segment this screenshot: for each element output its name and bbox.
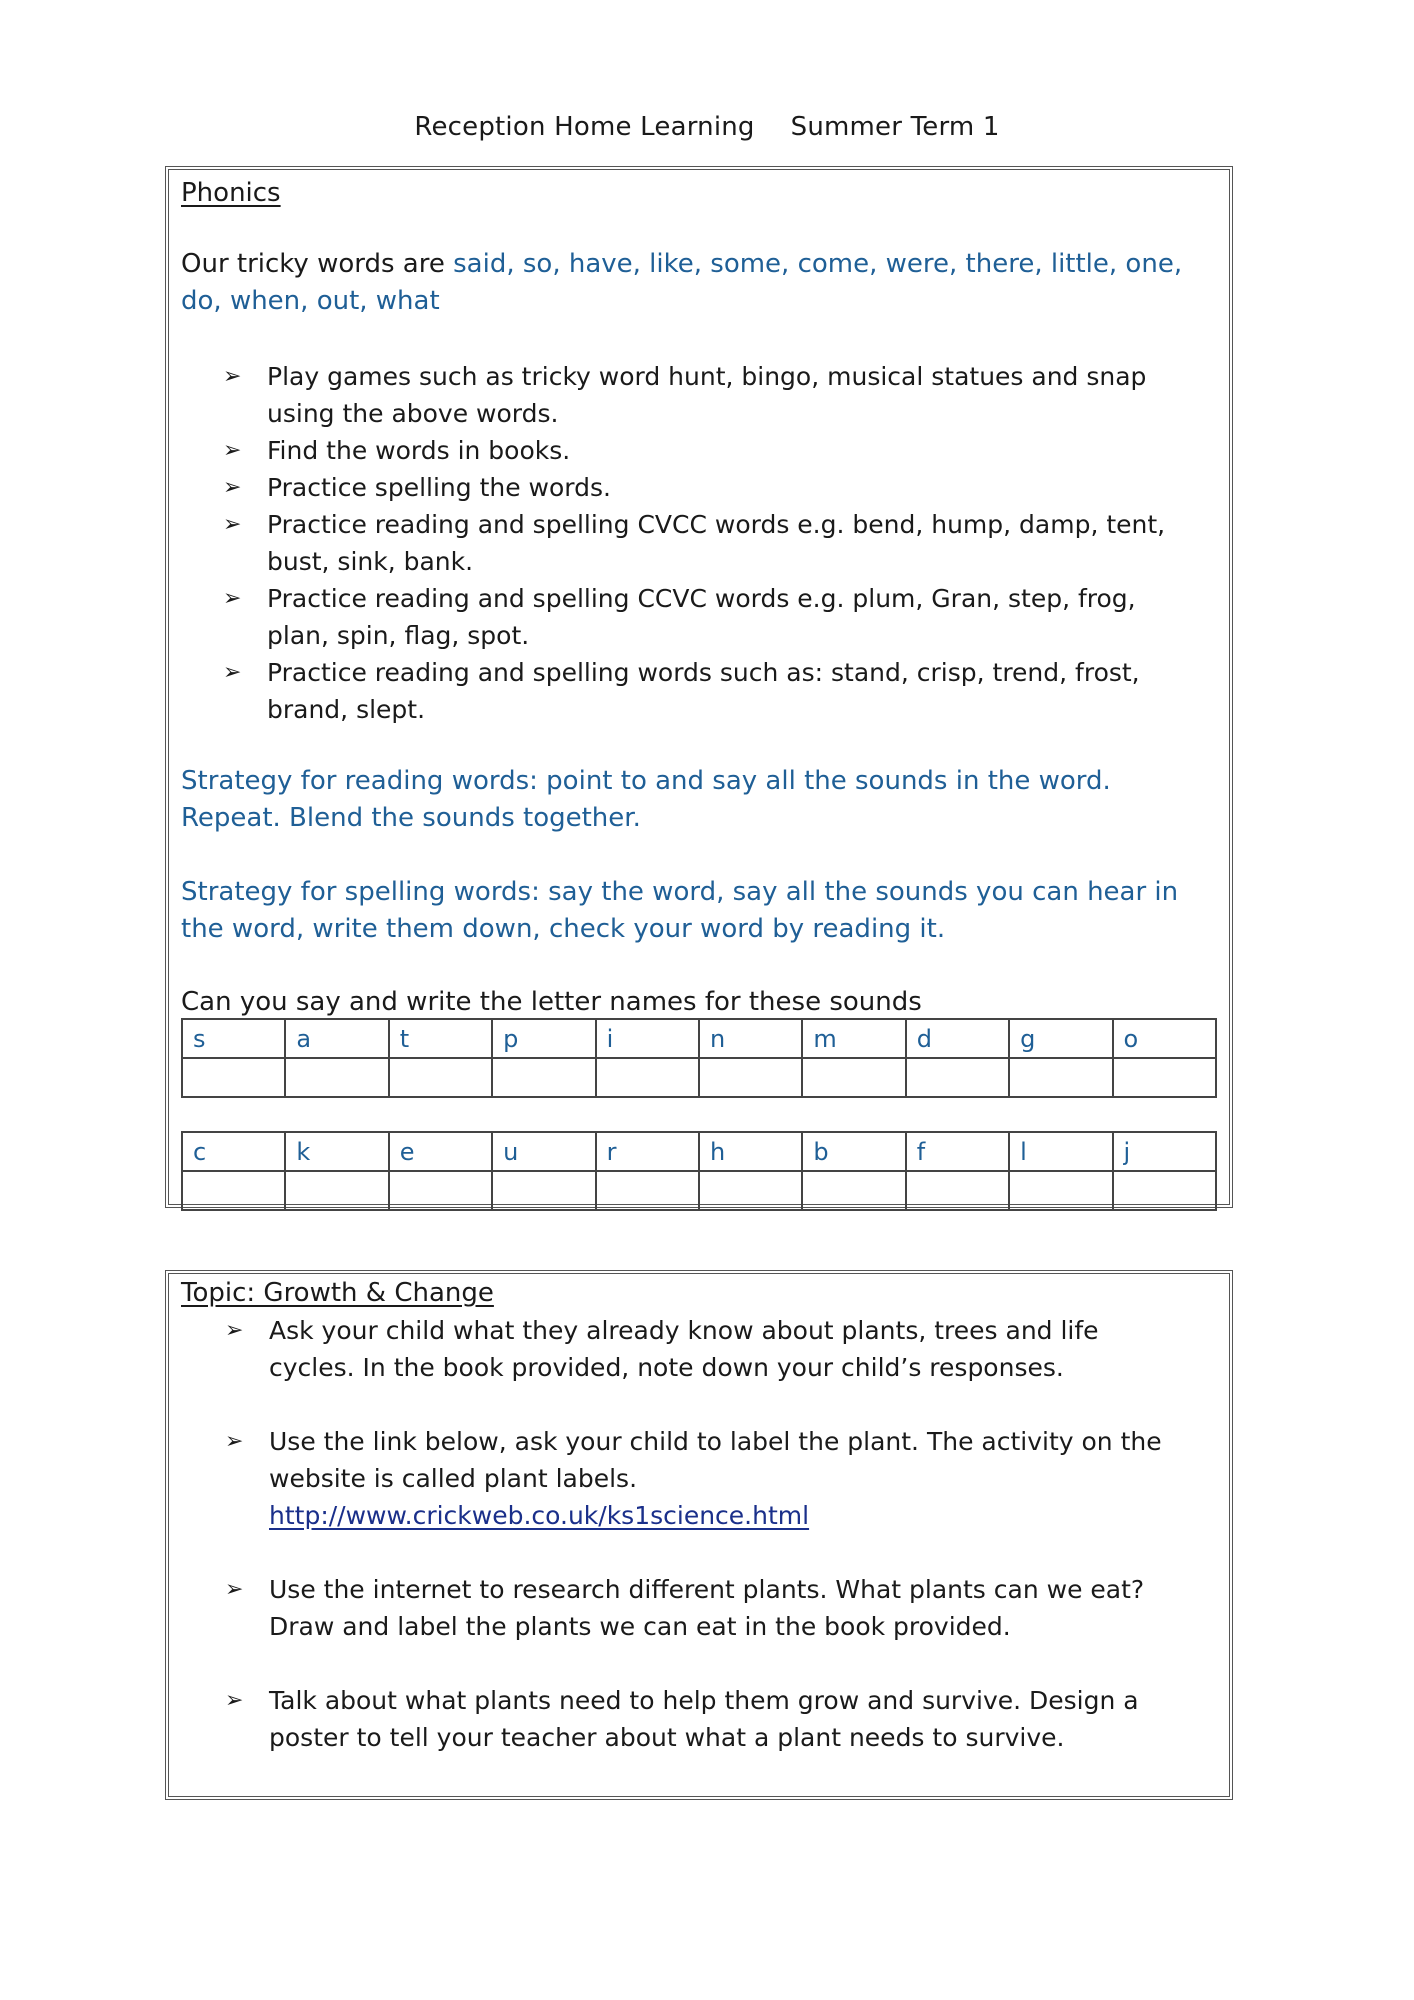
sound-cell: g <box>1009 1019 1112 1058</box>
arrowhead-bullet-icon: ➢ <box>225 1577 244 1602</box>
document-title: Reception Home Learning <box>414 112 755 142</box>
answer-cell[interactable] <box>182 1171 285 1210</box>
answer-cell[interactable] <box>1113 1058 1216 1097</box>
sound-cell: t <box>389 1019 492 1058</box>
answer-cell[interactable] <box>596 1171 699 1210</box>
answer-cell[interactable] <box>1009 1171 1112 1210</box>
topic-heading: Topic: Growth & Change <box>181 1278 494 1308</box>
table-row <box>182 1132 1216 1171</box>
sound-cell: d <box>906 1019 1009 1058</box>
answer-cell[interactable] <box>596 1058 699 1097</box>
arrowhead-bullet-icon: ➢ <box>223 512 242 537</box>
sounds-table-1 <box>181 1018 1217 1098</box>
answer-cell[interactable] <box>906 1171 1009 1210</box>
answer-cell[interactable] <box>802 1171 905 1210</box>
arrowhead-bullet-icon: ➢ <box>223 438 242 463</box>
answer-cell[interactable] <box>182 1058 285 1097</box>
sound-cell: o <box>1113 1019 1216 1058</box>
sound-cell: f <box>906 1132 1009 1171</box>
sound-cell: a <box>285 1019 388 1058</box>
sound-cell: p <box>492 1019 595 1058</box>
sound-cell: n <box>699 1019 802 1058</box>
page-title <box>0 112 1414 142</box>
answer-cell[interactable] <box>906 1058 1009 1097</box>
sound-cell: b <box>802 1132 905 1171</box>
answer-cell[interactable] <box>285 1171 388 1210</box>
topic-section <box>165 1270 1233 1800</box>
answer-cell[interactable] <box>802 1058 905 1097</box>
sound-cell: i <box>596 1019 699 1058</box>
list-item: ➢ Ask your child what they already know about plants, trees and life cycles. In the book provided, note down your child’s responses. <box>225 1312 1185 1386</box>
sound-cell: c <box>182 1132 285 1171</box>
list-item: ➢ Use the internet to research different plants. What plants can we eat? Draw and label the plants we can eat in the book provided. <box>225 1571 1185 1645</box>
sound-cell: u <box>492 1132 595 1171</box>
tricky-words-paragraph <box>181 246 1201 320</box>
list-item: ➢ Practice reading and spelling CVCC words e.g. bend, hump, damp, tent, bust, sink, bank. <box>223 506 1183 580</box>
letter-names-prompt: Can you say and write the letter names for these sounds <box>181 987 922 1017</box>
list-item: ➢ Use the link below, ask your child to label the plant. The activity on the website is called plant labels. http://www.crickweb.co.uk/ks1science.html <box>225 1423 1185 1534</box>
crickweb-link[interactable]: http://www.crickweb.co.uk/ks1science.html <box>269 1501 810 1530</box>
arrowhead-bullet-icon: ➢ <box>223 364 242 389</box>
answer-cell[interactable] <box>699 1171 802 1210</box>
list-item: ➢ Talk about what plants need to help them grow and survive. Design a poster to tell your teacher about what a plant needs to survive. <box>225 1682 1185 1756</box>
answer-cell[interactable] <box>389 1171 492 1210</box>
arrowhead-bullet-icon: ➢ <box>225 1688 244 1713</box>
answer-cell[interactable] <box>492 1171 595 1210</box>
phonics-activity-list <box>223 358 1183 728</box>
tricky-words-list: said, so, have, like, some, come, were, there, little, one, do, when, out, what <box>181 249 1183 316</box>
answer-cell[interactable] <box>1113 1171 1216 1210</box>
phonics-section <box>165 166 1233 1208</box>
list-item: ➢ Practice spelling the words. <box>223 469 1183 506</box>
topic-activity-list <box>225 1312 1185 1793</box>
arrowhead-bullet-icon: ➢ <box>223 586 242 611</box>
sound-cell: e <box>389 1132 492 1171</box>
sound-cell: h <box>699 1132 802 1171</box>
list-item: ➢ Practice reading and spelling CCVC words e.g. plum, Gran, step, frog, plan, spin, flag, spot. <box>223 580 1183 654</box>
table-row <box>182 1019 1216 1058</box>
table-row <box>182 1058 1216 1097</box>
arrowhead-bullet-icon: ➢ <box>225 1318 244 1343</box>
answer-cell[interactable] <box>1009 1058 1112 1097</box>
list-item: ➢ Play games such as tricky word hunt, bingo, musical statues and snap using the above words. <box>223 358 1183 432</box>
list-item: ➢ Find the words in books. <box>223 432 1183 469</box>
answer-cell[interactable] <box>285 1058 388 1097</box>
arrowhead-bullet-icon: ➢ <box>223 475 242 500</box>
answer-cell[interactable] <box>699 1058 802 1097</box>
sound-cell: r <box>596 1132 699 1171</box>
tricky-words-intro: Our tricky words are <box>181 249 454 279</box>
table-row <box>182 1171 1216 1210</box>
sound-cell: l <box>1009 1132 1112 1171</box>
arrowhead-bullet-icon: ➢ <box>225 1429 244 1454</box>
phonics-heading: Phonics <box>181 178 281 208</box>
list-item: ➢ Practice reading and spelling words such as: stand, crisp, trend, frost, brand, slept. <box>223 654 1183 728</box>
arrowhead-bullet-icon: ➢ <box>223 660 242 685</box>
answer-cell[interactable] <box>389 1058 492 1097</box>
sound-cell: k <box>285 1132 388 1171</box>
spelling-strategy: Strategy for spelling words: say the word, say all the sounds you can hear in the word, write them down, check your word by reading it. <box>181 877 1179 944</box>
sound-cell: m <box>802 1019 905 1058</box>
sound-cell: j <box>1113 1132 1216 1171</box>
reading-strategy: Strategy for reading words: point to and say all the sounds in the word. Repeat. Blend the sounds together. <box>181 766 1111 833</box>
sound-cell: s <box>182 1019 285 1058</box>
answer-cell[interactable] <box>492 1058 595 1097</box>
term-label: Summer Term 1 <box>790 112 1000 142</box>
sounds-table-2 <box>181 1131 1217 1211</box>
